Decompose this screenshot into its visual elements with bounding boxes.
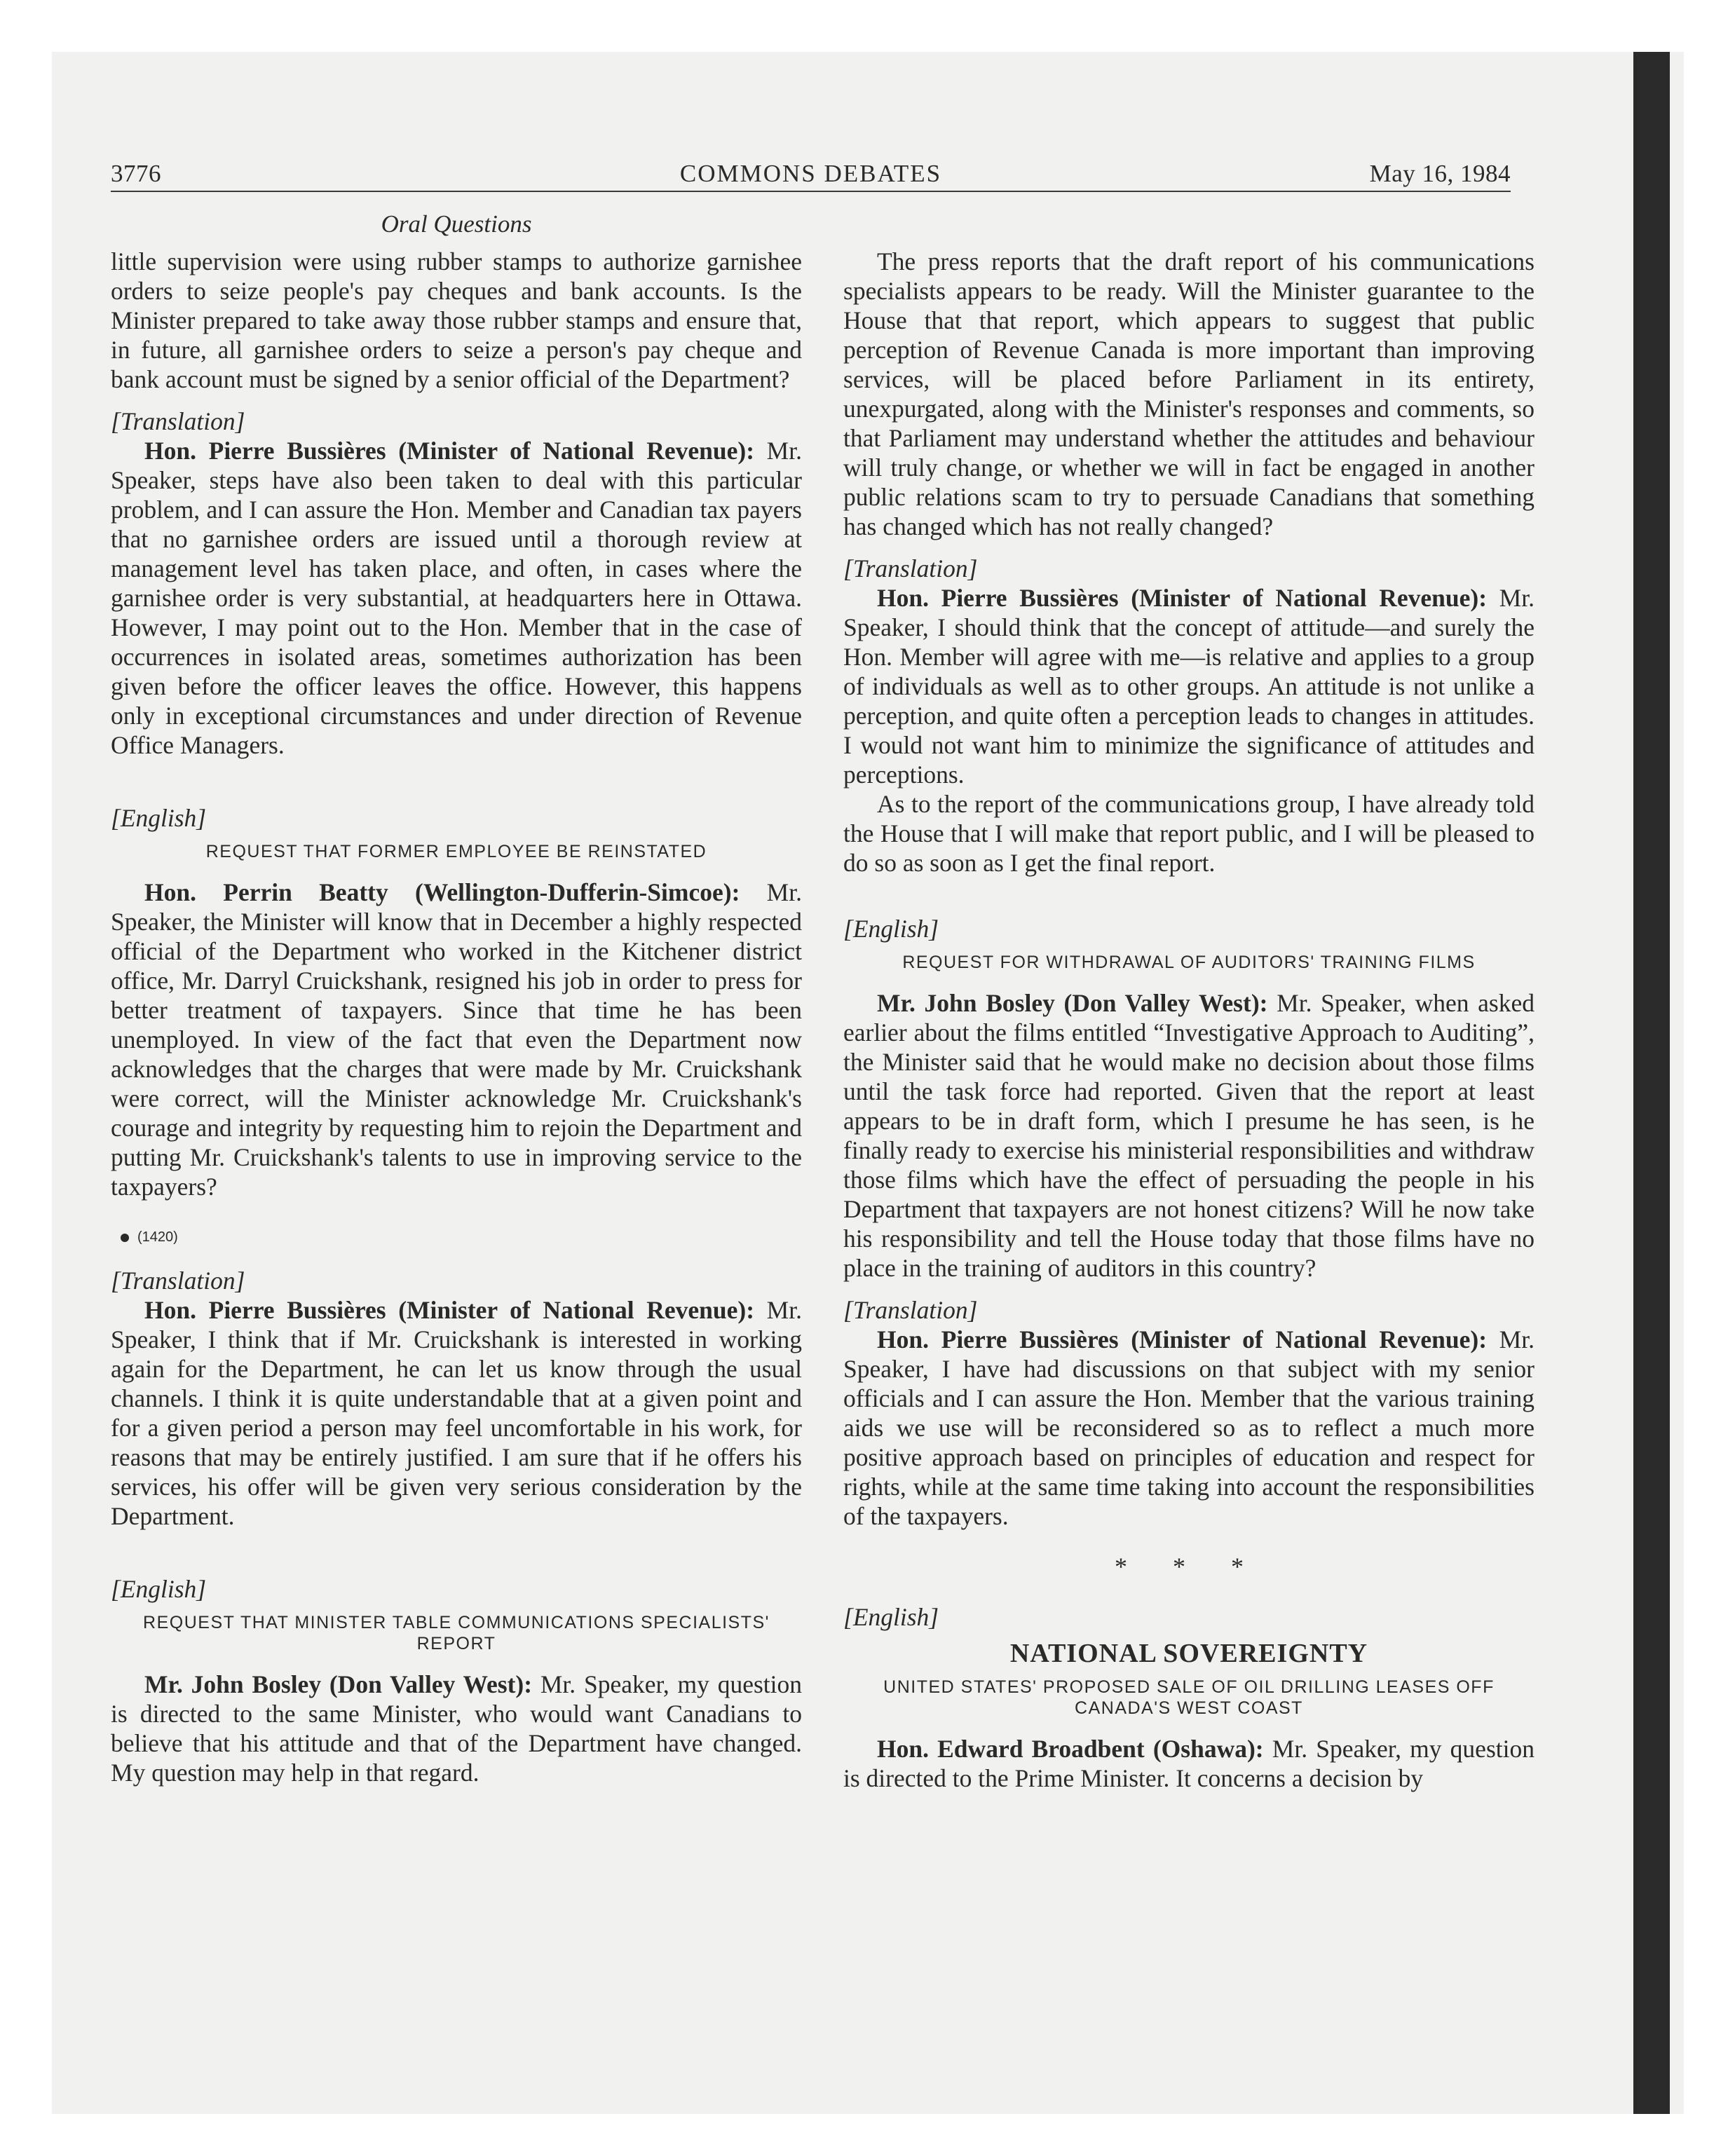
language-tag: [Translation] — [843, 554, 978, 582]
right-column — [843, 247, 1535, 1793]
speech-paragraph — [843, 988, 1535, 1283]
speech-paragraph — [111, 436, 802, 760]
speech-text: Mr. Speaker, I should think that the concept of attitude—and surely the Hon. Member will agree with me—is relative and applies to a group of individuals as well as to other groups. An attitude is not unlike a perception, and quite often a perception leads to changes in attitudes. I would not want him to minimize the significance of attitudes and perceptions. — [843, 584, 1535, 789]
speech-text: Mr. Speaker, I have had discussions on that subject with my senior officials and I can assure the Hon. Member that the various training aids we use will be reconsidered so as to reflect a much more positive approach based on principles of education and respect for rights, while at the same time taking into account the responsibilities of the taxpayers. — [843, 1325, 1535, 1530]
publication-date: May 16, 1984 — [1369, 160, 1511, 187]
language-tag: [Translation] — [111, 1267, 245, 1295]
time-marker: (1420) — [121, 1222, 802, 1252]
left-column — [111, 247, 802, 1787]
speech-paragraph — [843, 583, 1535, 789]
language-tag: [English] — [111, 1575, 207, 1603]
paragraph: As to the report of the communications group, I have already told the House that I will make that report public, and I will be pleased to do so as soon as I get the final report. — [843, 790, 1535, 877]
topic-heading: REQUEST THAT FORMER EMPLOYEE BE REINSTATED — [205, 842, 707, 861]
speaker-name: Hon. Perrin Beatty (Wellington-Dufferin-Simcoe): — [144, 878, 740, 906]
speaker-name: Mr. John Bosley (Don Valley West): — [877, 989, 1268, 1017]
paragraph: The press reports that the draft report of his communications specialists appears to be ready. Will the Minister guarantee to the House that that report, which appears to suggest that public perception of Revenue Canada is more important than improving services, will be placed before Parliament in its entirety, unexpurgated, along with the Minister's responses and comments, so that Parliament may understand whether the attitudes and behaviour will truly change, or whether we will in fact be engaged in another public relations scam to try to persuade Canadians that something has changed which has not really changed? — [843, 247, 1535, 540]
language-tag: [English] — [843, 915, 939, 943]
section-subheading: Oral Questions — [381, 210, 532, 238]
topic-heading: UNITED STATES' PROPOSED SALE OF OIL DRILLING LEASES OFF CANADA'S WEST COAST — [883, 1677, 1495, 1718]
speech-paragraph — [843, 1734, 1535, 1793]
language-tag: [English] — [111, 804, 207, 832]
section-heading: NATIONAL SOVEREIGNTY — [1009, 1639, 1368, 1668]
page-header — [111, 160, 1511, 191]
speech-text: Mr. Speaker, I think that if Mr. Cruickshank is interested in working again for the Department, he can let us know through the usual channels. I think it is quite understandable that at a given point and for a given period a person may feel uncomfortable in his work, for reasons that may be entirely justified. I am sure that if he offers his services, his offer will be given very serious consideration by the Department. — [111, 1296, 802, 1530]
bullet-icon — [121, 1234, 129, 1242]
language-tag: [Translation] — [111, 407, 245, 435]
language-tag: [Translation] — [843, 1296, 978, 1324]
speaker-name: Hon. Pierre Bussières (Minister of National Revenue): — [877, 1325, 1488, 1353]
section-separator: * * * — [1115, 1553, 1263, 1581]
speech-text: Mr. Speaker, my question is directed to the same Minister, who would want Canadians to believe that his attitude and that of the Department have changed. My question may help in that regard. — [111, 1670, 802, 1787]
speaker-name: Mr. John Bosley (Don Valley West): — [144, 1670, 533, 1698]
speech-paragraph — [111, 1295, 802, 1531]
speech-text: Mr. Speaker, the Minister will know that in December a highly respected official of the Department who worked in the Kitchener district office, Mr. Darryl Cruickshank, resigned his job in order to press for better treatment of taxpayers. Since that time he has been unemployed. In view of the fact that even the Department now acknowledges that the charges that were made by Mr. Cruickshank were correct, will the Minister acknowledge Mr. Cruickshank's courage and integrity by requesting him to rejoin the Department and putting Mr. Cruickshank's talents to use in improving service to the taxpayers? — [111, 878, 802, 1201]
page-number: 3776 — [111, 160, 161, 187]
speech-paragraph — [111, 1670, 802, 1787]
speech-paragraph — [843, 1325, 1535, 1531]
speech-text: Mr. Speaker, steps have also been taken to deal with this particular problem, and I can assure the Hon. Member and Canadian tax payers that no garnishee orders are issued until a thorough review at management level has taken place, and often, in cases where the garnishee order is very substantial, at headquarters here in Ottawa. However, I may point out to the Hon. Member that in the case of occurrences in isolated areas, sometimes authorization has been given before the officer leaves the office. However, this happens only in exceptional circumstances and under direction of Revenue Office Managers. — [111, 437, 802, 759]
scan-edge-shadow — [1633, 52, 1670, 2114]
language-tag: [English] — [843, 1603, 939, 1631]
speaker-name: Hon. Pierre Bussières (Minister of National Revenue): — [144, 437, 755, 465]
topic-heading: REQUEST THAT MINISTER TABLE COMMUNICATIONS SPECIALISTS' REPORT — [143, 1613, 770, 1653]
publication-title: COMMONS DEBATES — [679, 160, 942, 187]
topic-heading: REQUEST FOR WITHDRAWAL OF AUDITORS' TRAINING FILMS — [902, 953, 1476, 972]
speech-text: Mr. Speaker, when asked earlier about the films entitled “Investigative Approach to Auditing”, the Minister said that he would make no decision about those films until the task force had reported. Given that the report at least appears to be in draft form, which I presume he has seen, is he finally ready to exercise his ministerial responsibilities and withdraw those films which have the effect of persuading the people in his Department that taxpayers are not honest citizens? Will he now take his responsibility and tell the House today that those films have no place in the training of auditors in this country? — [843, 989, 1535, 1282]
speech-paragraph — [111, 878, 802, 1201]
speech-text: Mr. Speaker, my question is directed to the Prime Minister. It concerns a decision by — [843, 1735, 1535, 1792]
speaker-name: Hon. Pierre Bussières (Minister of National Revenue): — [144, 1296, 755, 1324]
speaker-name: Hon. Pierre Bussières (Minister of National Revenue): — [877, 584, 1488, 612]
header-rule — [111, 191, 1511, 192]
speaker-name: Hon. Edward Broadbent (Oshawa): — [877, 1735, 1264, 1763]
paragraph: little supervision were using rubber stamps to authorize garnishee orders to seize people's pay cheques and bank accounts. Is the Minister prepared to take away those rubber stamps and ensure that, in future, all garnishee orders to seize a person's pay cheque and bank account must be signed by a senior official of the Department? — [111, 247, 802, 393]
